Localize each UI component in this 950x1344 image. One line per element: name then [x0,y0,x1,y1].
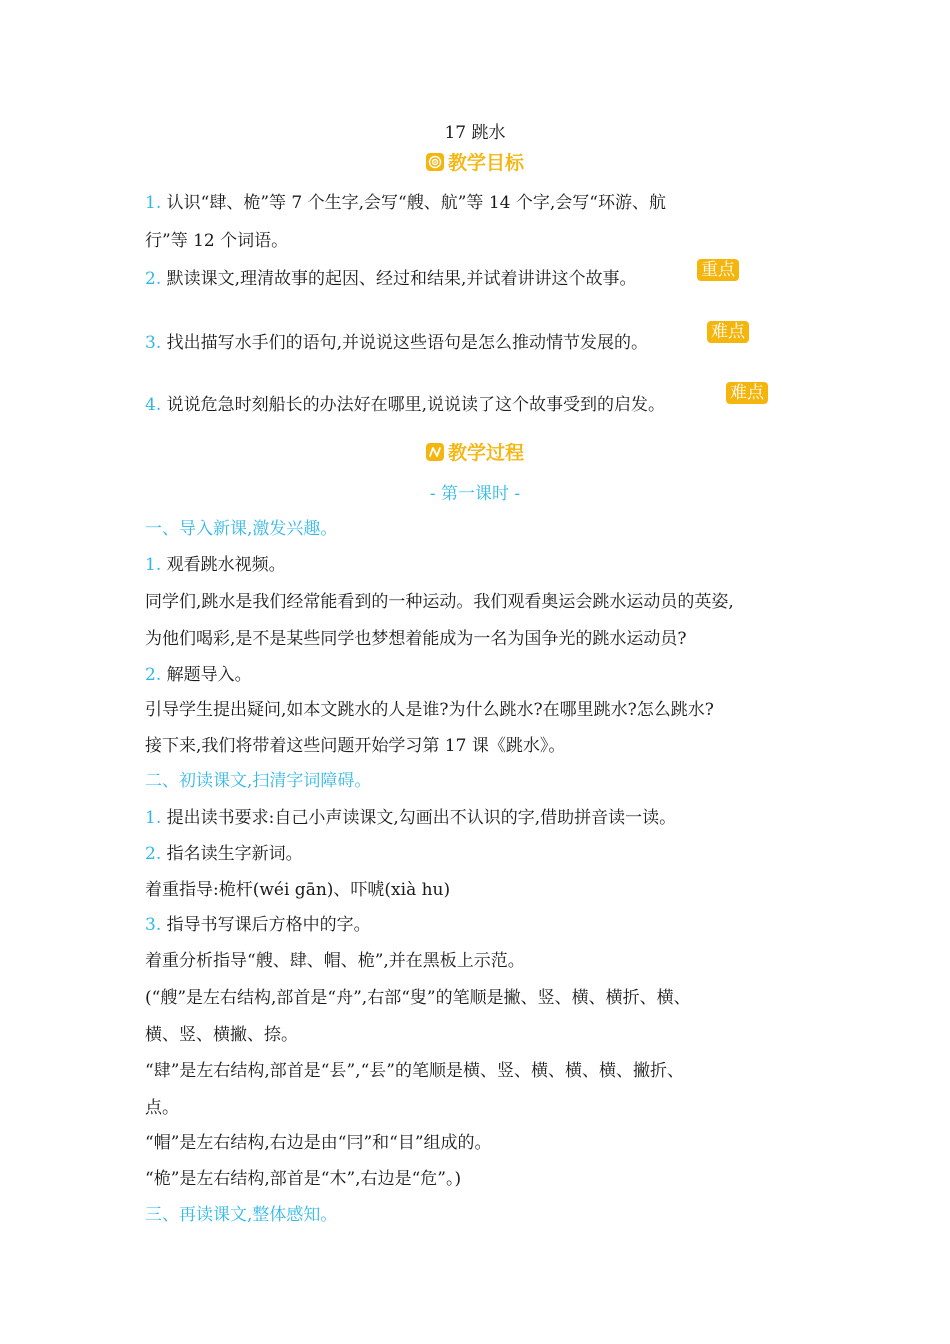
paragraph-line: 着重指导:桅杆(wéi gān)、吓唬(xià hu) [145,880,451,900]
step-text: 解题导入。 [166,665,252,685]
objective-item-4 [145,390,665,415]
paragraph-line: 着重分析指导“艘、肆、帽、桅”,并在黑板上示范。 [145,951,525,971]
objective-text: 说说危急时刻船长的办法好在哪里,说说读了这个故事受到的启发。 [166,395,666,415]
step-text: 指名读生字新词。 [166,844,303,864]
step [145,660,252,685]
objectives-heading-label: 教学目标 [447,152,524,174]
paragraph-line: (“艘”是左右结构,部首是“舟”,右部“叟”的笔顺是撇、竖、横、横折、横、 [145,988,691,1008]
step-num: 1. [145,808,162,828]
objective-item-2 [145,264,636,289]
step-num: 2. [145,665,162,685]
objective-num: 1. [145,193,162,213]
section-title: 三、再读课文,整体感知。 [145,1205,338,1225]
step-num: 1. [145,555,162,575]
step-num: 2. [145,844,162,864]
objective-item-3 [145,328,648,353]
step-num: 3. [145,915,162,935]
objective-num: 4. [145,395,162,415]
target-icon [426,153,444,171]
step-text: 提出读书要求:自己小声读课文,勾画出不认识的字,借助拼音读一读。 [166,808,677,828]
process-icon [426,443,444,461]
objective-text: 找出描写水手们的语句,并说说这些语句是怎么推动情节发展的。 [166,333,649,353]
difficulty-badge: 难点 [707,321,749,343]
section-title: 二、初读课文,扫清字词障碍。 [145,771,372,791]
objectives-heading [0,148,950,175]
objective-item-1-cont: 行”等 12 个词语。 [145,231,289,251]
paragraph-line: 点。 [145,1098,179,1118]
paragraph-line: 为他们喝彩,是不是某些同学也梦想着能成为一名为国争光的跳水运动员? [145,629,687,649]
session-label: - 第一课时 - [429,484,521,504]
lesson-title: 17 跳水 [444,123,506,143]
process-heading [0,438,950,465]
key-point-badge: 重点 [697,259,739,281]
paragraph-line: 接下来,我们将带着这些问题开始学习第 17 课《跳水》。 [145,736,566,756]
step-text: 观看跳水视频。 [166,555,286,575]
difficulty-badge: 难点 [726,382,768,404]
step [145,550,286,575]
objective-text: 认识“肆、桅”等 7 个生字,会写“艘、航”等 14 个字,会写“环游、航 [166,193,666,213]
step [145,839,303,864]
paragraph-line: “帽”是左右结构,右边是由“冃”和“目”组成的。 [145,1133,492,1153]
paragraph-line: 引导学生提出疑问,如本文跳水的人是谁?为什么跳水?在哪里跳水?怎么跳水? [145,700,714,720]
paragraph-line: 同学们,跳水是我们经常能看到的一种运动。我们观看奥运会跳水运动员的英姿, [145,592,734,612]
step-text: 指导书写课后方格中的字。 [166,915,371,935]
section-title: 一、导入新课,激发兴趣。 [145,519,338,539]
objective-text: 默读课文,理清故事的起因、经过和结果,并试着讲讲这个故事。 [166,269,637,289]
objective-num: 2. [145,269,162,289]
step [145,803,676,828]
process-heading-label: 教学过程 [447,442,524,464]
objective-item-1 [145,188,666,213]
objective-num: 3. [145,333,162,353]
step [145,910,371,935]
paragraph-line: “桅”是左右结构,部首是“木”,右边是“危”。) [145,1169,462,1189]
paragraph-line: “肆”是左右结构,部首是“镸”,“镸”的笔顺是横、竖、横、横、横、撇折、 [145,1061,684,1081]
paragraph-line: 横、竖、横撇、捺。 [145,1025,298,1045]
